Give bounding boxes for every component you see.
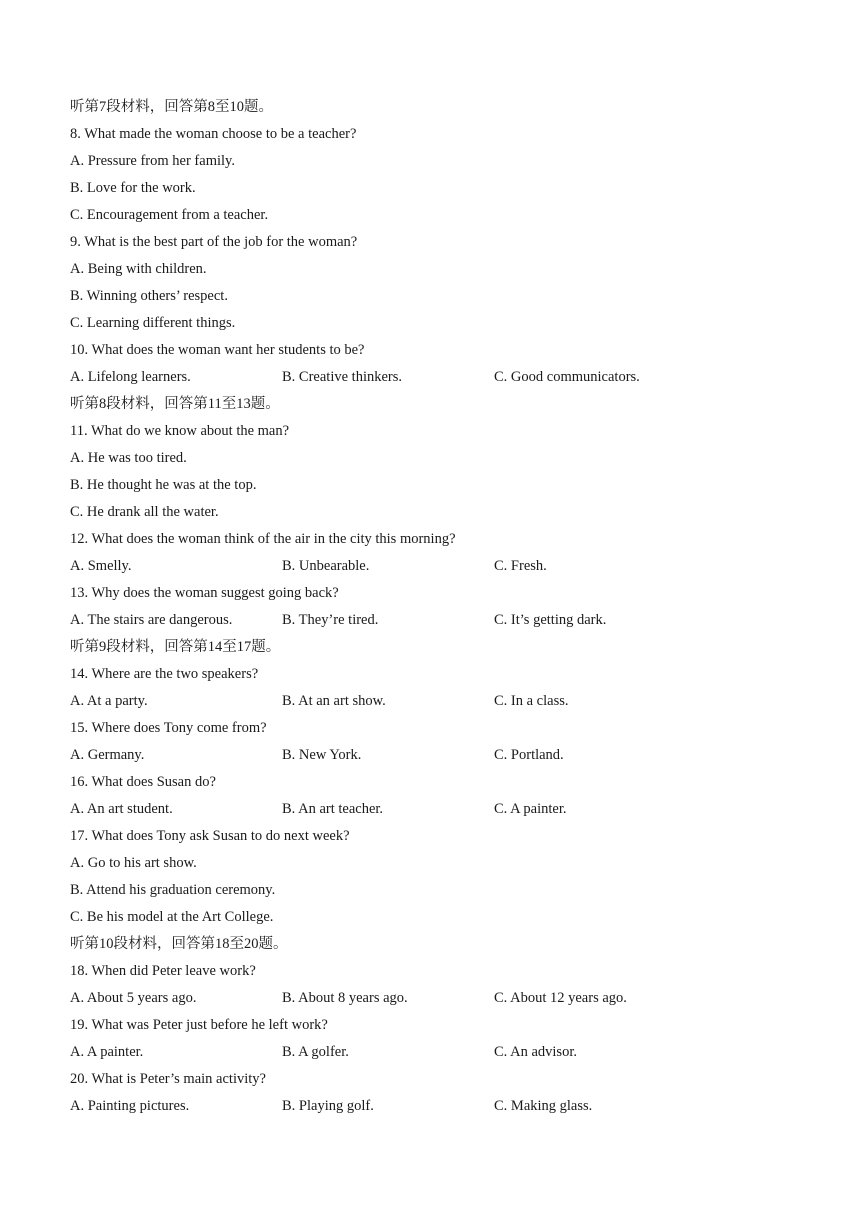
- answer-option-a: A. A painter.: [70, 1044, 144, 1060]
- answer-option-c: C. A painter.: [494, 801, 567, 817]
- answer-option-b: B. New York.: [282, 747, 362, 763]
- answer-option-a: A. The stairs are dangerous.: [70, 612, 233, 628]
- answer-option-a: A. Painting pictures.: [70, 1098, 190, 1114]
- answer-option-b: B. Winning others’ respect.: [70, 288, 228, 304]
- answer-option-c: C. About 12 years ago.: [494, 990, 627, 1006]
- question-text: 15. Where does Tony come from?: [70, 720, 267, 736]
- section-heading: 听第8段材料，回答第11至13题。: [70, 396, 280, 412]
- answer-option-b: B. About 8 years ago.: [282, 990, 408, 1006]
- answer-option-a: A. Being with children.: [70, 261, 207, 277]
- answer-option-a: A. Smelly.: [70, 558, 132, 574]
- answer-option-c: C. It’s getting dark.: [494, 612, 607, 628]
- answer-option-a: A. Pressure from her family.: [70, 153, 235, 169]
- answer-option-b: B. Attend his graduation ceremony.: [70, 882, 276, 898]
- answer-option-a: A. At a party.: [70, 693, 148, 709]
- answer-option-b: B. A golfer.: [282, 1044, 349, 1060]
- question-text: 13. Why does the woman suggest going back?: [70, 585, 339, 601]
- answer-option-b: B. Love for the work.: [70, 180, 196, 196]
- answer-option-b: B. At an art show.: [282, 693, 386, 709]
- section-heading: 听第9段材料，回答第14至17题。: [70, 639, 281, 655]
- answer-option-b: B. Playing golf.: [282, 1098, 374, 1114]
- option-row: [70, 1042, 790, 1069]
- answer-option-c: C. Fresh.: [494, 558, 547, 574]
- question-text: 20. What is Peter’s main activity?: [70, 1071, 266, 1087]
- answer-option-b: B. Unbearable.: [282, 558, 370, 574]
- answer-option-a: A. An art student.: [70, 801, 173, 817]
- option-row: [70, 745, 790, 772]
- section-heading: 听第7段材料，回答第8至10题。: [70, 99, 273, 115]
- answer-option-c: C. Be his model at the Art College.: [70, 909, 274, 925]
- question-text: 9. What is the best part of the job for the woman?: [70, 234, 358, 250]
- answer-option-c: C. Portland.: [494, 747, 564, 763]
- answer-option-c: C. Good communicators.: [494, 369, 640, 385]
- question-text: 12. What does the woman think of the air in the city this morning?: [70, 531, 456, 547]
- answer-option-a: A. Go to his art show.: [70, 855, 197, 871]
- option-row: [70, 610, 790, 637]
- question-text: 14. Where are the two speakers?: [70, 666, 259, 682]
- answer-option-b: B. An art teacher.: [282, 801, 384, 817]
- answer-option-c: C. In a class.: [494, 693, 569, 709]
- question-text: 10. What does the woman want her students to be?: [70, 342, 365, 358]
- question-text: 11. What do we know about the man?: [70, 423, 290, 439]
- option-row: [70, 988, 790, 1015]
- question-text: 16. What does Susan do?: [70, 774, 216, 790]
- answer-option-a: A. About 5 years ago.: [70, 990, 197, 1006]
- answer-option-a: A. Germany.: [70, 747, 145, 763]
- option-row: [70, 691, 790, 718]
- question-text: 19. What was Peter just before he left work?: [70, 1017, 328, 1033]
- answer-option-a: A. Lifelong learners.: [70, 369, 191, 385]
- question-text: 18. When did Peter leave work?: [70, 963, 256, 979]
- answer-option-c: C. An advisor.: [494, 1044, 577, 1060]
- question-text: 17. What does Tony ask Susan to do next week?: [70, 828, 350, 844]
- option-row: [70, 367, 790, 394]
- answer-option-b: B. They’re tired.: [282, 612, 379, 628]
- exam-page: [70, 97, 790, 1123]
- option-row: [70, 1096, 790, 1123]
- option-row: [70, 556, 790, 583]
- option-row: [70, 799, 790, 826]
- answer-option-c: C. Learning different things.: [70, 315, 236, 331]
- question-text: 8. What made the woman choose to be a teacher?: [70, 126, 357, 142]
- answer-option-b: B. Creative thinkers.: [282, 369, 403, 385]
- answer-option-c: C. Encouragement from a teacher.: [70, 207, 269, 223]
- answer-option-c: C. Making glass.: [494, 1098, 593, 1114]
- answer-option-c: C. He drank all the water.: [70, 504, 219, 520]
- answer-option-b: B. He thought he was at the top.: [70, 477, 257, 493]
- section-heading: 听第10段材料，回答第18至20题。: [70, 936, 288, 952]
- answer-option-a: A. He was too tired.: [70, 450, 187, 466]
